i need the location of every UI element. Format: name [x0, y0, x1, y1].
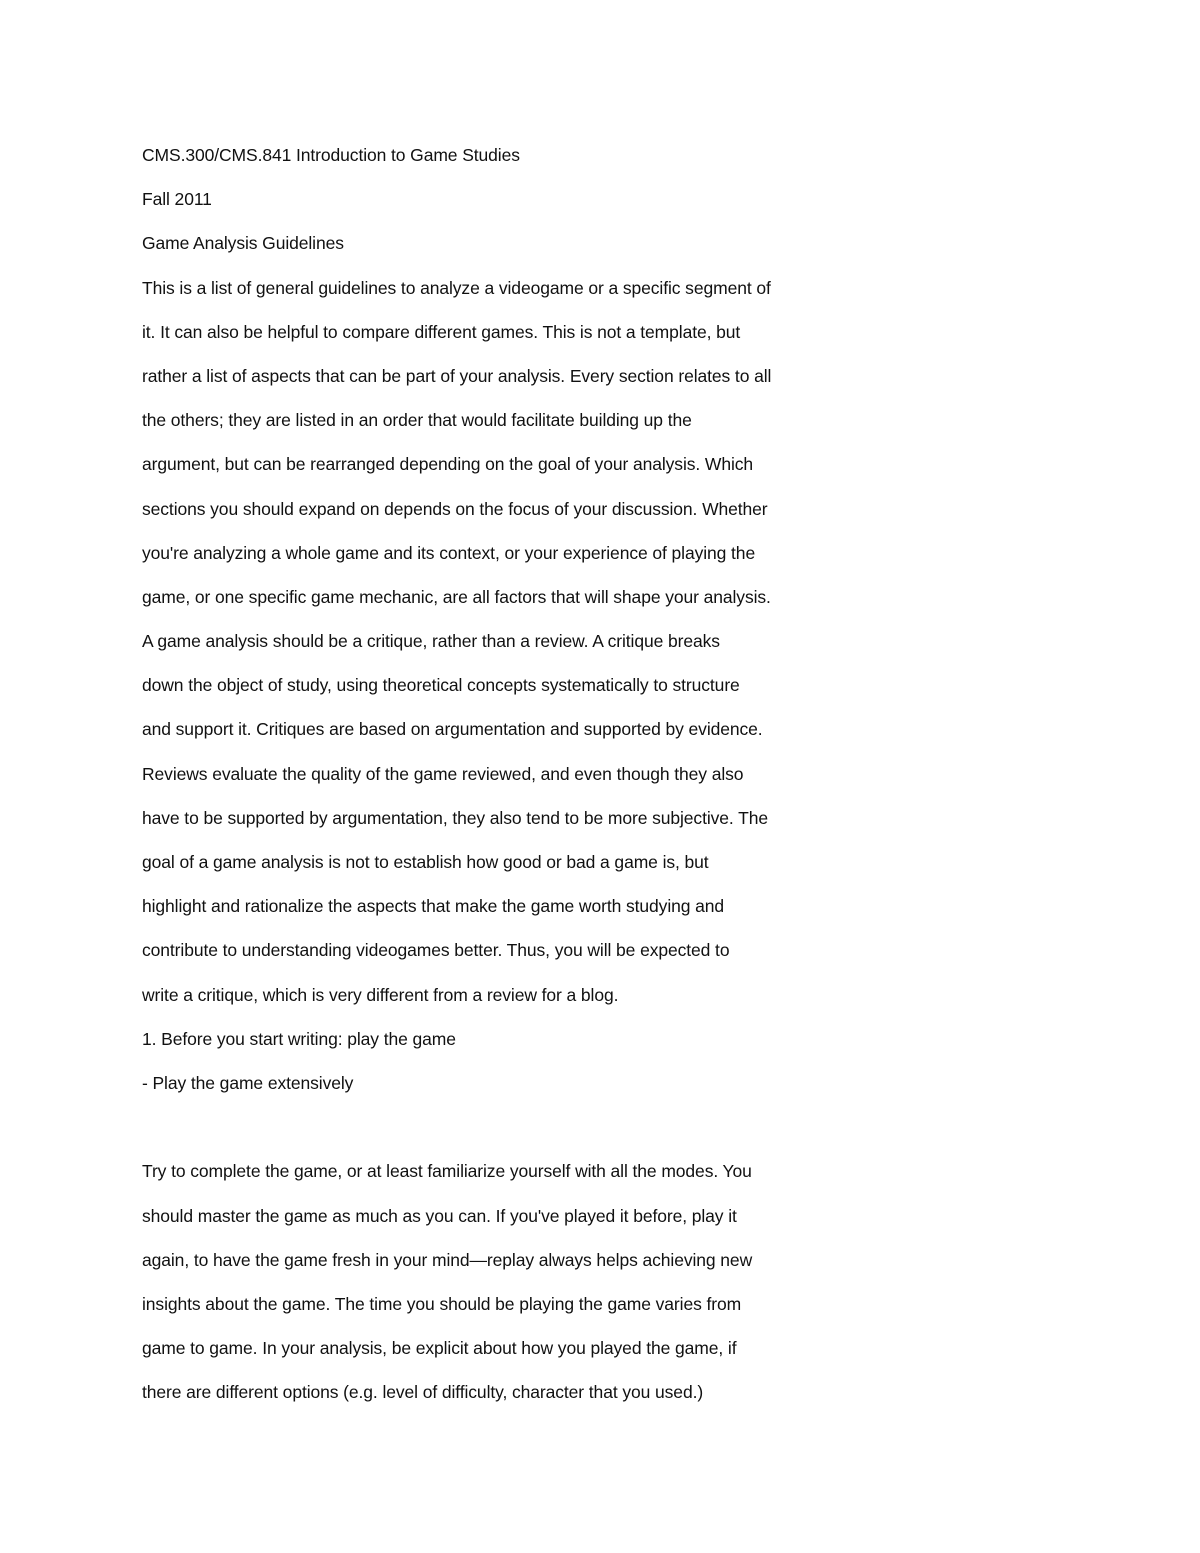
term: Fall 2011	[142, 189, 212, 210]
body-line: game to game. In your analysis, be explicit about how you played the game, if	[142, 1338, 737, 1359]
body-line: again, to have the game fresh in your mind—replay always helps achieving new	[142, 1249, 753, 1270]
intro-line: and support it. Critiques are based on argumentation and supported by evidence.	[142, 719, 763, 740]
body-paragraph	[142, 1154, 902, 1419]
intro-line: write a critique, which is very different from a review for a blog.	[142, 984, 619, 1005]
intro-line: sections you should expand on depends on the focus of your discussion. Whether	[142, 498, 768, 519]
intro-line: the others; they are listed in an order that would facilitate building up the	[142, 410, 692, 431]
intro-line: down the object of study, using theoretical concepts systematically to structure	[142, 675, 740, 696]
intro-line: argument, but can be rearranged depending on the goal of your analysis. Which	[142, 454, 754, 475]
blank-line	[142, 1110, 902, 1154]
intro-paragraph	[142, 271, 902, 1022]
section-list-item: - Play the game extensively	[142, 1072, 354, 1093]
document-title: Game Analysis Guidelines	[142, 233, 344, 254]
body-line: insights about the game. The time you should be playing the game varies from	[142, 1293, 742, 1314]
intro-line: rather a list of aspects that can be part of your analysis. Every section relates to all	[142, 365, 772, 386]
document-body	[142, 138, 902, 1419]
intro-line: A game analysis should be a critique, rather than a review. A critique breaks	[142, 631, 720, 652]
body-line: Try to complete the game, or at least familiarize yourself with all the modes. You	[142, 1161, 752, 1182]
intro-line: Reviews evaluate the quality of the game reviewed, and even though they also	[142, 763, 744, 784]
intro-line: game, or one specific game mechanic, are all factors that will shape your analysis.	[142, 586, 771, 607]
intro-line: highlight and rationalize the aspects that make the game worth studying and	[142, 896, 725, 917]
section-heading: 1. Before you start writing: play the game	[142, 1028, 456, 1049]
intro-line: it. It can also be helpful to compare different games. This is not a template, but	[142, 321, 741, 342]
course-title: CMS.300/CMS.841 Introduction to Game Studies	[142, 145, 520, 165]
intro-line: This is a list of general guidelines to analyze a videogame or a specific segment of	[142, 277, 771, 298]
intro-line: have to be supported by argumentation, they also tend to be more subjective. The	[142, 807, 768, 828]
intro-line: you're analyzing a whole game and its context, or your experience of playing the	[142, 542, 756, 563]
body-line: there are different options (e.g. level of difficulty, character that you used.)	[142, 1382, 704, 1403]
intro-line: contribute to understanding videogames better. Thus, you will be expected to	[142, 940, 730, 961]
intro-line: goal of a game analysis is not to establish how good or bad a game is, but	[142, 852, 709, 872]
body-line: should master the game as much as you can. If you've played it before, play it	[142, 1205, 737, 1226]
